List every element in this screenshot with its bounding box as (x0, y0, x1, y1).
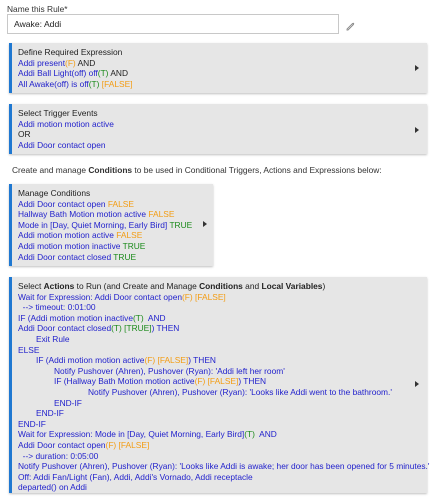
action-text: (F) [FALSE] (182, 291, 226, 302)
caret-right-icon[interactable] (415, 127, 419, 133)
actions-title (18, 281, 421, 292)
triggers-panel[interactable] (9, 104, 427, 154)
action-line (18, 345, 421, 356)
actions-title-part: Select (18, 281, 44, 291)
action-line (18, 376, 421, 387)
action-line (18, 440, 421, 451)
expression-text: Addi Ball Light(off) off (18, 68, 98, 79)
action-text: ELSE (18, 344, 40, 355)
action-line (18, 334, 421, 345)
action-text: --> duration: 0:05:00 (18, 450, 99, 461)
condition-text: Mode in [Day, Quiet Morning, Early Bird] (18, 219, 170, 230)
action-text: AND (254, 429, 277, 440)
trigger-line (18, 140, 421, 151)
condition-line (18, 252, 207, 263)
action-text: ) THEN (188, 355, 216, 366)
actions-title-part: to Run (and Create and Manage (74, 281, 200, 291)
condition-text: TRUE (122, 240, 146, 251)
actions-title-part: Conditions (199, 281, 243, 291)
action-line (18, 398, 421, 409)
actions-title-part: ) (322, 281, 326, 291)
condition-text: Addi motion motion inactive (18, 240, 123, 251)
action-line (18, 302, 421, 313)
expression-line (18, 58, 421, 69)
actions-title-part: and (242, 281, 262, 291)
caret-right-icon[interactable] (415, 65, 419, 71)
action-text: departed() on Addi (18, 482, 87, 493)
trigger-text: Addi Door contact open (18, 139, 106, 150)
action-text: Wait for Expression: Addi Door contact open (18, 291, 183, 302)
trigger-text: OR (18, 129, 31, 140)
action-text: (F) [FALSE] (105, 439, 150, 450)
action-text: IF (Addi motion motion inactive (18, 312, 133, 323)
action-line (18, 451, 421, 462)
trigger-text: Addi motion motion active (18, 118, 114, 129)
trigger-line (18, 129, 421, 140)
condition-text: FALSE (107, 198, 134, 209)
condition-text: Addi motion motion active (18, 230, 117, 241)
expression-text: All Awake(off) is off (18, 78, 89, 89)
action-text: (T) (244, 429, 255, 440)
conditions-panel[interactable] (9, 184, 213, 266)
action-line (18, 429, 421, 440)
condition-text: TRUE (113, 251, 137, 262)
action-text: (T) (132, 312, 144, 323)
action-text: Notify Pushover (Ahren), Pushover (Ryan): 'Looks like Addi is awake; her door has been opened for 5 minutes.' (18, 461, 430, 472)
action-text: Addi Door contact open (18, 439, 106, 450)
condition-text: Addi Door contact open (18, 198, 108, 209)
action-line (18, 408, 421, 419)
action-text: (T) [TRUE] (111, 323, 152, 334)
action-line (18, 472, 421, 483)
action-text: Off: Addi Fan/Light (Fan), Addi, Addi's Vornado, Addi receptacle (18, 471, 253, 482)
action-lines (18, 291, 430, 493)
caret-right-icon[interactable] (415, 381, 419, 387)
action-text: --> timeout: 0:01:00 (18, 302, 96, 313)
trigger-line (18, 119, 421, 130)
expression-lines (18, 58, 421, 90)
expression-panel[interactable] (9, 43, 427, 93)
action-text: AND (143, 312, 166, 323)
action-text: Notify Pushover (Ahren), Pushover (Ryan): 'Looks like Addi went to the bathroom.' (88, 386, 392, 397)
condition-line (18, 199, 207, 210)
expression-text: [FALSE] (99, 78, 133, 89)
condition-text: Hallway Bath Motion motion active (18, 209, 149, 220)
action-text: (F) [FALSE] (144, 355, 189, 366)
action-text: END-IF (54, 397, 82, 408)
actions-title-part: Local Variables (261, 281, 323, 291)
expression-text: AND (108, 68, 129, 79)
conditions-title: Manage Conditions (18, 188, 91, 198)
action-text: END-IF (18, 418, 46, 429)
expression-line (18, 68, 421, 79)
expression-text: (T) (97, 68, 109, 79)
condition-line (18, 209, 207, 220)
action-line (18, 313, 421, 324)
expression-text: (F) (65, 57, 76, 68)
action-line (18, 366, 421, 377)
caret-right-icon[interactable] (203, 221, 207, 227)
action-line (18, 461, 430, 472)
action-text: Wait for Expression: Mode in [Day, Quiet Morning, Early Bird] (18, 429, 245, 440)
action-text: Addi Door contact closed (18, 323, 112, 334)
expression-text: Addi present (18, 57, 66, 68)
action-text: ) THEN (151, 323, 180, 334)
action-line (18, 419, 421, 430)
action-line (18, 482, 421, 493)
condition-line (18, 230, 207, 241)
condition-line (18, 220, 207, 231)
expression-text: AND (75, 57, 96, 68)
action-text: ) THEN (238, 376, 267, 387)
rule-name-input[interactable] (7, 14, 339, 34)
action-line (18, 323, 421, 334)
actions-title-part: Actions (43, 281, 75, 291)
trigger-lines (18, 119, 421, 151)
expression-text: (T) (88, 78, 100, 89)
condition-text: FALSE (148, 209, 175, 220)
action-line (18, 355, 421, 366)
expression-title: Define Required Expression (18, 47, 123, 57)
action-text: Exit Rule (36, 333, 70, 344)
action-text: IF (Addi motion motion active (36, 355, 145, 366)
action-line (18, 292, 421, 303)
action-text: END-IF (36, 408, 64, 419)
triggers-title: Select Trigger Events (18, 108, 98, 118)
expression-line (18, 79, 421, 90)
action-line (18, 387, 421, 398)
rule-name-label: Name this Rule* (7, 4, 68, 14)
actions-panel[interactable] (9, 277, 430, 493)
action-text: IF (Hallway Bath Motion motion active (54, 376, 195, 387)
action-text: Notify Pushover (Ahren), Pushover (Ryan): 'Addi left her room' (54, 365, 285, 376)
condition-line (18, 241, 207, 252)
pencil-icon[interactable] (346, 21, 356, 31)
action-text: (F) [FALSE] (194, 376, 239, 387)
condition-text: TRUE (169, 219, 193, 230)
condition-text: Addi Door contact closed (18, 251, 114, 262)
condition-text: FALSE (116, 230, 143, 241)
conditions-description: Create and manage Conditions to be used in Conditional Triggers, Actions and Expressions below: (12, 165, 382, 175)
condition-lines (18, 199, 207, 263)
